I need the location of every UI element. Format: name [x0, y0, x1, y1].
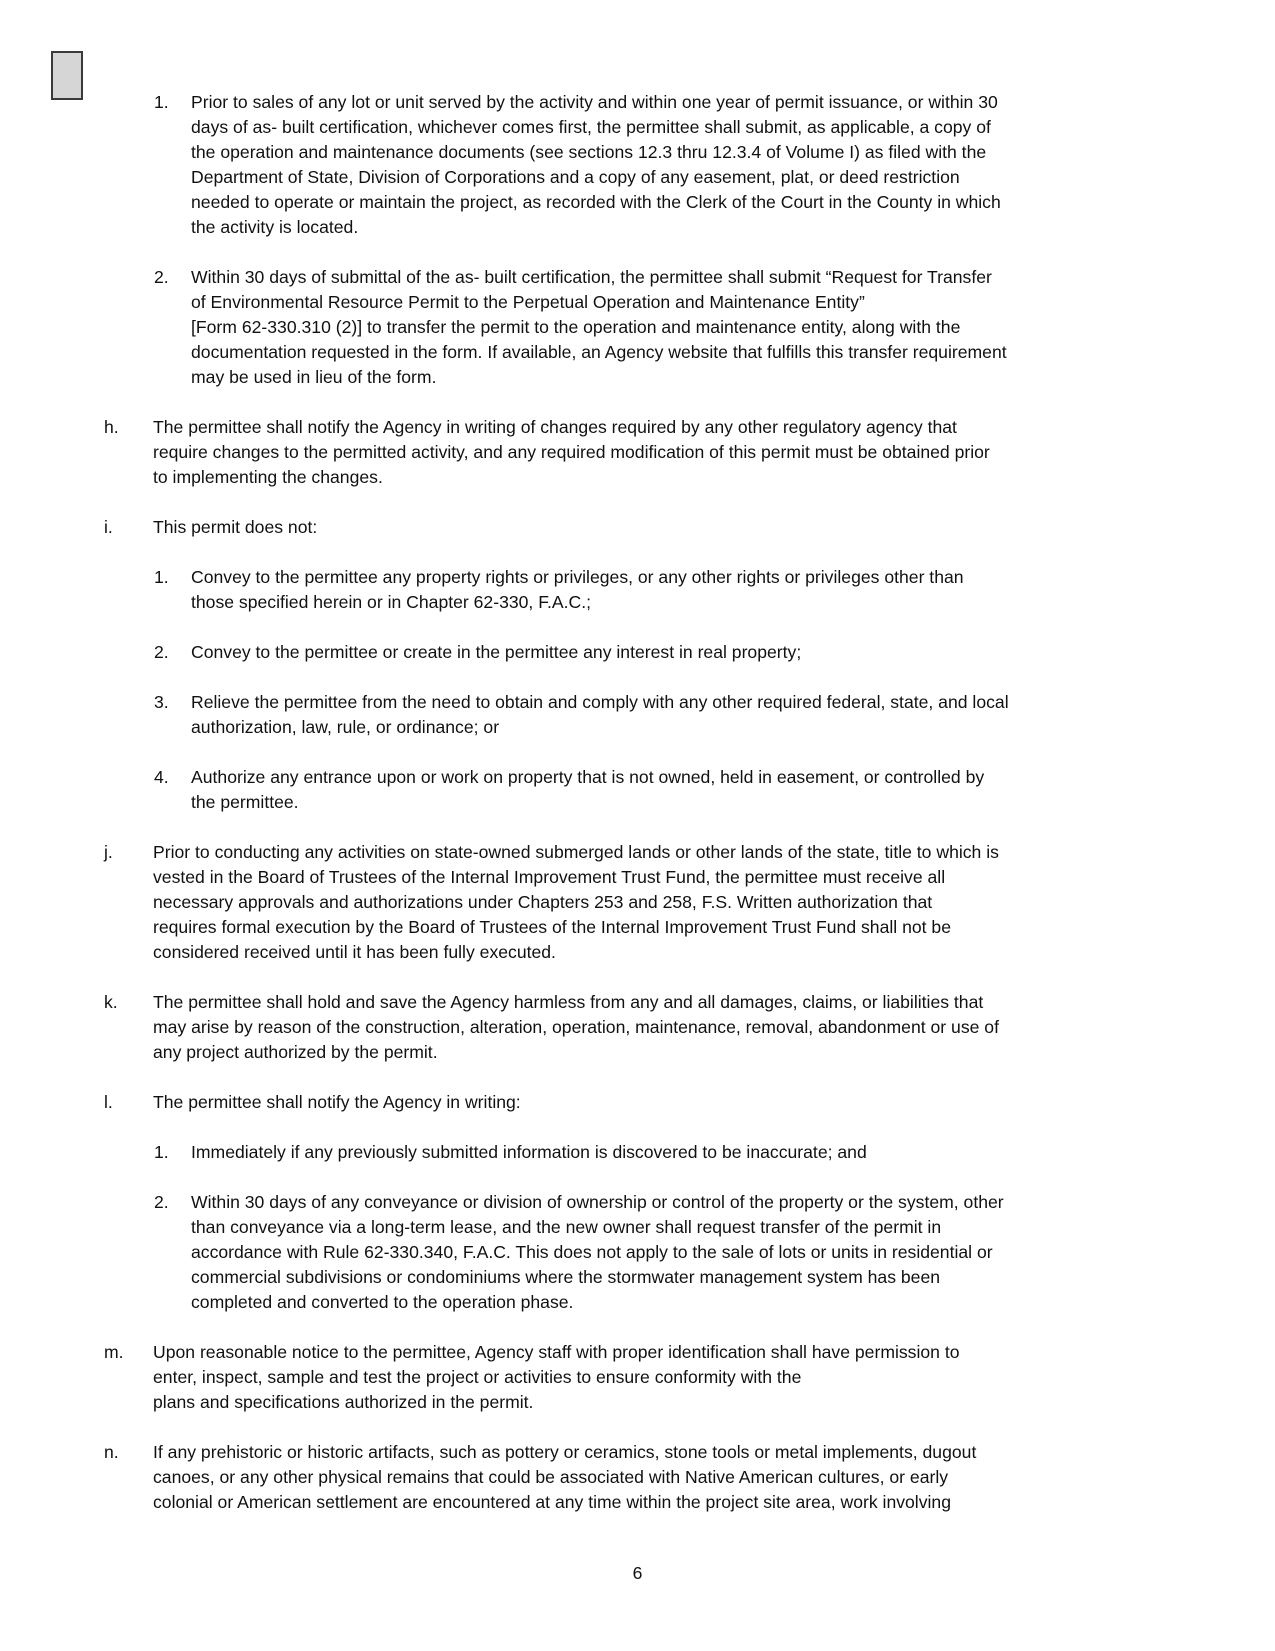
- list-marker: 1.: [154, 1142, 169, 1162]
- list-marker: l.: [104, 1092, 113, 1112]
- text-line: Convey to the permittee any property rights or privileges, or any other rights or privileges other than: [191, 567, 964, 587]
- text-line: requires formal execution by the Board of Trustees of the Internal Improvement Trust Fund shall not be: [153, 917, 951, 937]
- list-marker: m.: [104, 1342, 124, 1362]
- list-marker: 1.: [154, 567, 169, 587]
- sub-list-item: [0, 1140, 1101, 1165]
- text-line: of Environmental Resource Permit to the Perpetual Operation and Maintenance Entity”: [191, 292, 865, 312]
- text-line: to implementing the changes.: [153, 467, 383, 487]
- text-line: Relieve the permittee from the need to obtain and comply with any other required federal, state, and local: [191, 692, 1009, 712]
- sub-list-item: [0, 690, 1101, 740]
- text-line: documentation requested in the form. If available, an Agency website that fulfills this transfer requirement: [191, 342, 1007, 362]
- text-line: any project authorized by the permit.: [153, 1042, 438, 1062]
- text-line: Authorize any entrance upon or work on property that is not owned, held in easement, or controlled by: [191, 767, 985, 787]
- text-line: may arise by reason of the construction, alteration, operation, maintenance, removal, abandonment or use of: [153, 1017, 999, 1037]
- text-line: Within 30 days of submittal of the as- built certification, the permittee shall submit “Request for Transfer: [191, 267, 992, 287]
- sub-list-item: [0, 640, 1101, 665]
- list-marker: k.: [104, 992, 118, 1012]
- list-marker: n.: [104, 1442, 119, 1462]
- text-line: than conveyance via a long-term lease, and the new owner shall request transfer of the permit in: [191, 1217, 942, 1237]
- text-line: completed and converted to the operation phase.: [191, 1292, 574, 1312]
- list-marker: i.: [104, 517, 113, 537]
- text-line: The permittee shall hold and save the Agency harmless from any and all damages, claims, or liabilities that: [153, 992, 984, 1012]
- text-line: This permit does not:: [153, 517, 318, 537]
- sub-list-item: [0, 265, 1101, 390]
- text-line: The permittee shall notify the Agency in writing:: [153, 1092, 521, 1112]
- list-item: [0, 1340, 1113, 1415]
- text-line: needed to operate or maintain the project, as recorded with the Clerk of the Court in the County in which: [191, 192, 1001, 212]
- text-line: plans and specifications authorized in the permit.: [153, 1392, 534, 1412]
- list-marker: 2.: [154, 267, 169, 287]
- text-line: Department of State, Division of Corporations and a copy of any easement, plat, or deed restriction: [191, 167, 960, 187]
- text-line: commercial subdivisions or condominiums where the stormwater management system has been: [191, 1267, 941, 1287]
- text-line: may be used in lieu of the form.: [191, 367, 437, 387]
- text-line: accordance with Rule 62-330.340, F.A.C. This does not apply to the sale of lots or units in residential or: [191, 1242, 993, 1262]
- list-marker: 3.: [154, 692, 169, 712]
- text-line: necessary approvals and authorizations under Chapters 253 and 258, F.S. Written authorization that: [153, 892, 933, 912]
- sub-list-item: [0, 565, 1101, 615]
- text-line: the operation and maintenance documents (see sections 12.3 thru 12.3.4 of Volume I) as filed with the: [191, 142, 987, 162]
- list-marker: j.: [104, 842, 113, 862]
- text-line: Prior to sales of any lot or unit served by the activity and within one year of permit issuance, or within 30: [191, 92, 998, 112]
- list-marker: 1.: [154, 92, 169, 112]
- text-line: The permittee shall notify the Agency in writing of changes required by any other regulatory agency that: [153, 417, 957, 437]
- sub-list-item: [0, 765, 1101, 815]
- text-line: Convey to the permittee or create in the permittee any interest in real property;: [191, 642, 802, 662]
- text-line: Prior to conducting any activities on state-owned submerged lands or other lands of the state, title to which is: [153, 842, 999, 862]
- text-line: Upon reasonable notice to the permittee, Agency staff with proper identification shall have permission to: [153, 1342, 960, 1362]
- text-line: those specified herein or in Chapter 62-330, F.A.C.;: [191, 592, 591, 612]
- list-item: [0, 515, 1113, 540]
- page-number: 6: [632, 1563, 643, 1583]
- list-item: [0, 840, 1113, 965]
- text-line: enter, inspect, sample and test the project or activities to ensure conformity with the: [153, 1367, 802, 1387]
- text-line: [Form 62-330.310 (2)] to transfer the permit to the operation and maintenance entity, along with the: [191, 317, 961, 337]
- list-item: [0, 415, 1113, 490]
- text-line: the activity is located.: [191, 217, 359, 237]
- text-line: colonial or American settlement are encountered at any time within the project site area, work involving: [153, 1492, 951, 1512]
- list-item: [0, 990, 1113, 1065]
- text-line: If any prehistoric or historic artifacts, such as pottery or ceramics, stone tools or metal implements, dugout: [153, 1442, 977, 1462]
- sub-list-item: [0, 90, 1101, 240]
- text-line: Within 30 days of any conveyance or division of ownership or control of the property or the system, other: [191, 1192, 1004, 1212]
- text-line: vested in the Board of Trustees of the Internal Improvement Trust Fund, the permittee must receive all: [153, 867, 946, 887]
- list-marker: h.: [104, 417, 119, 437]
- list-item: [0, 1090, 1113, 1115]
- list-marker: 4.: [154, 767, 169, 787]
- document-body: [0, 90, 1275, 1540]
- text-line: Immediately if any previously submitted information is discovered to be inaccurate; and: [191, 1142, 867, 1162]
- list-marker: 2.: [154, 642, 169, 662]
- text-line: days of as- built certification, whichever comes first, the permittee shall submit, as applicable, a copy of: [191, 117, 991, 137]
- text-line: authorization, law, rule, or ordinance; or: [191, 717, 500, 737]
- text-line: considered received until it has been fully executed.: [153, 942, 556, 962]
- list-marker: 2.: [154, 1192, 169, 1212]
- list-item: [0, 1440, 1113, 1515]
- text-line: require changes to the permitted activity, and any required modification of this permit must be obtained prior: [153, 442, 990, 462]
- sub-list-item: [0, 1190, 1101, 1315]
- text-line: canoes, or any other physical remains that could be associated with Native American cultures, or early: [153, 1467, 949, 1487]
- text-line: the permittee.: [191, 792, 299, 812]
